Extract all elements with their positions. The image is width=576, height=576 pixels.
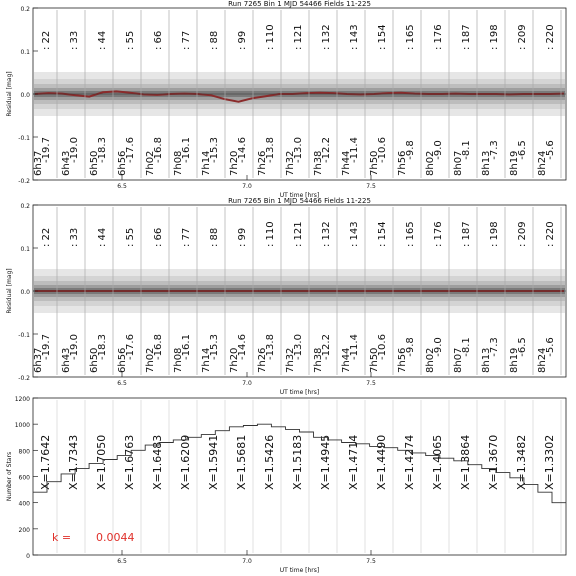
dec-label: -12.2 — [321, 137, 332, 163]
y-tick-label: 0.0 — [20, 92, 30, 99]
airmass-label: X=1.4274 — [403, 434, 416, 490]
field-label: : 165 — [405, 24, 416, 50]
dec-label: -9.8 — [405, 337, 416, 357]
ra-label: 7h20 — [229, 347, 240, 373]
ra-label: 6h37 — [33, 347, 44, 373]
field-label: : 33 — [69, 227, 80, 247]
field-label: : 187 — [461, 24, 472, 50]
y-tick-label: 1200 — [14, 396, 30, 403]
dec-label: -18.3 — [97, 334, 108, 360]
field-label: : 55 — [125, 30, 136, 50]
y-tick-label: -0.1 — [18, 135, 30, 142]
y-tick-label: -0.1 — [18, 332, 30, 339]
y-tick-label: 800 — [18, 448, 30, 456]
dec-label: -5.6 — [545, 337, 556, 357]
x-tick-label: 7.0 — [242, 380, 252, 387]
dec-label: -8.1 — [461, 140, 472, 160]
ra-label: 8h13 — [481, 347, 492, 373]
y-tick-label: 0.0 — [20, 289, 30, 296]
field-label: : 154 — [377, 24, 388, 50]
field-label: : 55 — [125, 227, 136, 247]
dec-label: -10.6 — [377, 137, 388, 163]
field-label: : 22 — [41, 227, 52, 247]
airmass-label: X=1.7343 — [67, 434, 80, 490]
field-label: : 132 — [321, 24, 332, 50]
airmass-label: X=1.3670 — [487, 434, 500, 490]
dec-label: -17.6 — [125, 334, 136, 360]
field-label: : 66 — [153, 227, 164, 247]
panel-title: Run 7265 Bin 1 MJD 54466 Fields 11-225 — [228, 0, 371, 8]
field-label: : 110 — [265, 221, 276, 247]
ra-label: 7h44 — [341, 150, 352, 176]
dec-label: -16.8 — [153, 334, 164, 360]
y-tick-label: 1000 — [14, 422, 30, 430]
field-label: : 44 — [97, 30, 108, 50]
ra-label: 6h50 — [89, 150, 100, 176]
x-axis-label: UT time [hrs] — [279, 192, 320, 199]
airmass-label: X=1.4065 — [431, 434, 444, 490]
field-label: : 99 — [237, 30, 248, 50]
ra-label: 8h02 — [425, 347, 436, 373]
dec-label: -14.6 — [237, 137, 248, 163]
ra-label: 8h19 — [509, 150, 520, 176]
ra-label: 7h08 — [173, 150, 184, 176]
dec-label: -8.1 — [461, 337, 472, 357]
dec-label: -16.8 — [153, 137, 164, 163]
panel-title: Run 7265 Bin 1 MJD 54466 Fields 11-225 — [228, 197, 371, 205]
airmass-label: X=1.3482 — [515, 434, 528, 490]
x-tick-label: 6.5 — [117, 183, 127, 190]
y-tick-label: 200 — [18, 526, 30, 534]
y-tick-label: 0.2 — [20, 203, 30, 210]
dec-label: -9.0 — [433, 337, 444, 357]
airmass-label: X=1.5183 — [291, 434, 304, 490]
dec-label: -7.3 — [489, 140, 500, 160]
airmass-label: X=1.3864 — [459, 434, 472, 490]
ra-label: 7h14 — [201, 150, 212, 176]
field-label: : 77 — [181, 227, 192, 247]
ra-label: 7h56 — [397, 347, 408, 373]
x-tick-label: 6.5 — [117, 558, 127, 565]
y-tick-label: 0.1 — [20, 49, 30, 56]
field-label: : 121 — [293, 24, 304, 50]
field-label: : 143 — [349, 221, 360, 247]
dec-label: -11.4 — [349, 334, 360, 360]
airmass-label: X=1.5681 — [235, 434, 248, 490]
field-label: : 220 — [545, 221, 556, 247]
ra-label: 7h26 — [257, 150, 268, 176]
y-tick-label: -0.2 — [18, 375, 30, 382]
field-label: : 88 — [209, 227, 220, 247]
y-axis-label: Residual [mag] — [6, 268, 13, 314]
field-label: : 33 — [69, 30, 80, 50]
dec-label: -15.3 — [209, 334, 220, 360]
y-tick-label: 400 — [18, 500, 30, 508]
dec-label: -17.6 — [125, 137, 136, 163]
field-label: : 198 — [489, 221, 500, 247]
x-tick-label: 6.5 — [117, 380, 127, 387]
field-label: : 198 — [489, 24, 500, 50]
ra-label: 7h32 — [285, 347, 296, 373]
ra-label: 8h24 — [537, 347, 548, 373]
dec-label: -19.7 — [41, 137, 52, 163]
y-axis-label: Number of Stars — [6, 451, 13, 502]
ra-label: 7h26 — [257, 347, 268, 373]
airmass-label: X=1.7050 — [95, 434, 108, 490]
dec-label: -6.5 — [517, 140, 528, 160]
residual-panel-1 — [6, 0, 566, 199]
y-tick-label: 0.2 — [20, 6, 30, 13]
dec-label: -6.5 — [517, 337, 528, 357]
y-tick-label: 0.1 — [20, 246, 30, 253]
annotation-value: 0.0044 — [96, 531, 135, 544]
ra-label: 7h50 — [369, 347, 380, 373]
field-label: : 154 — [377, 221, 388, 247]
airmass-label: X=1.6209 — [179, 434, 192, 490]
ra-label: 8h19 — [509, 347, 520, 373]
dec-label: -11.4 — [349, 137, 360, 163]
x-tick-label: 7.0 — [242, 558, 252, 565]
y-tick-label: 600 — [18, 474, 30, 482]
airmass-label: X=1.7642 — [39, 434, 52, 490]
y-axis-label: Residual [mag] — [6, 71, 13, 117]
annotation-label: k = — [52, 531, 72, 544]
star-count-panel — [6, 396, 566, 574]
dec-label: -16.1 — [181, 137, 192, 163]
dec-label: -10.6 — [377, 334, 388, 360]
field-label: : 176 — [433, 24, 444, 50]
ra-label: 7h02 — [145, 347, 156, 373]
ra-label: 7h56 — [397, 150, 408, 176]
field-label: : 44 — [97, 227, 108, 247]
field-label: : 99 — [237, 227, 248, 247]
dec-label: -19.0 — [69, 137, 80, 163]
ra-label: 6h50 — [89, 347, 100, 373]
x-tick-label: 7.0 — [242, 183, 252, 190]
ra-label: 8h02 — [425, 150, 436, 176]
ra-label: 8h07 — [453, 347, 464, 373]
field-label: : 66 — [153, 30, 164, 50]
field-label: : 121 — [293, 221, 304, 247]
field-label: : 187 — [461, 221, 472, 247]
field-label: : 209 — [517, 24, 528, 50]
x-axis-label: UT time [hrs] — [279, 389, 320, 396]
field-label: : 88 — [209, 30, 220, 50]
ra-label: 8h07 — [453, 150, 464, 176]
ra-label: 8h24 — [537, 150, 548, 176]
ra-label: 7h50 — [369, 150, 380, 176]
field-label: : 132 — [321, 221, 332, 247]
ra-label: 7h44 — [341, 347, 352, 373]
residual-panel-2 — [6, 197, 566, 396]
airmass-label: X=1.6763 — [123, 434, 136, 490]
dec-label: -15.3 — [209, 137, 220, 163]
airmass-label: X=1.5426 — [263, 434, 276, 490]
field-label: : 77 — [181, 30, 192, 50]
dec-label: -13.8 — [265, 334, 276, 360]
ra-label: 7h02 — [145, 150, 156, 176]
dec-label: -14.6 — [237, 334, 248, 360]
dec-label: -7.3 — [489, 337, 500, 357]
ra-label: 6h56 — [117, 347, 128, 373]
dec-label: -19.0 — [69, 334, 80, 360]
ra-label: 7h20 — [229, 150, 240, 176]
ra-label: 7h14 — [201, 347, 212, 373]
x-axis-label: UT time [hrs] — [279, 567, 320, 574]
dec-label: -16.1 — [181, 334, 192, 360]
y-tick-label: -0.2 — [18, 178, 30, 185]
ra-label: 6h43 — [61, 347, 72, 373]
dec-label: -9.8 — [405, 140, 416, 160]
field-label: : 110 — [265, 24, 276, 50]
dec-label: -13.0 — [293, 137, 304, 163]
airmass-label: X=1.3302 — [543, 434, 556, 490]
dec-label: -5.6 — [545, 140, 556, 160]
ra-label: 7h38 — [313, 347, 324, 373]
airmass-label: X=1.4714 — [347, 434, 360, 490]
x-tick-label: 7.5 — [366, 380, 376, 387]
ra-label: 7h08 — [173, 347, 184, 373]
ra-label: 6h56 — [117, 150, 128, 176]
x-tick-label: 7.5 — [366, 183, 376, 190]
dec-label: -12.2 — [321, 334, 332, 360]
field-label: : 220 — [545, 24, 556, 50]
x-tick-label: 7.5 — [366, 558, 376, 565]
ra-label: 8h13 — [481, 150, 492, 176]
dec-label: -13.8 — [265, 137, 276, 163]
ra-label: 7h32 — [285, 150, 296, 176]
airmass-label: X=1.5941 — [207, 434, 220, 490]
airmass-label: X=1.6483 — [151, 434, 164, 490]
dec-label: -13.0 — [293, 334, 304, 360]
field-label: : 143 — [349, 24, 360, 50]
airmass-label: X=1.4945 — [319, 434, 332, 490]
airmass-label: X=1.4490 — [375, 434, 388, 490]
dec-label: -18.3 — [97, 137, 108, 163]
dec-label: -19.7 — [41, 334, 52, 360]
field-label: : 176 — [433, 221, 444, 247]
ra-label: 6h43 — [61, 150, 72, 176]
field-label: : 165 — [405, 221, 416, 247]
field-label: : 209 — [517, 221, 528, 247]
ra-label: 7h38 — [313, 150, 324, 176]
field-label: : 22 — [41, 30, 52, 50]
dec-label: -9.0 — [433, 140, 444, 160]
ra-label: 6h37 — [33, 150, 44, 176]
y-tick-label: 0 — [26, 553, 30, 560]
